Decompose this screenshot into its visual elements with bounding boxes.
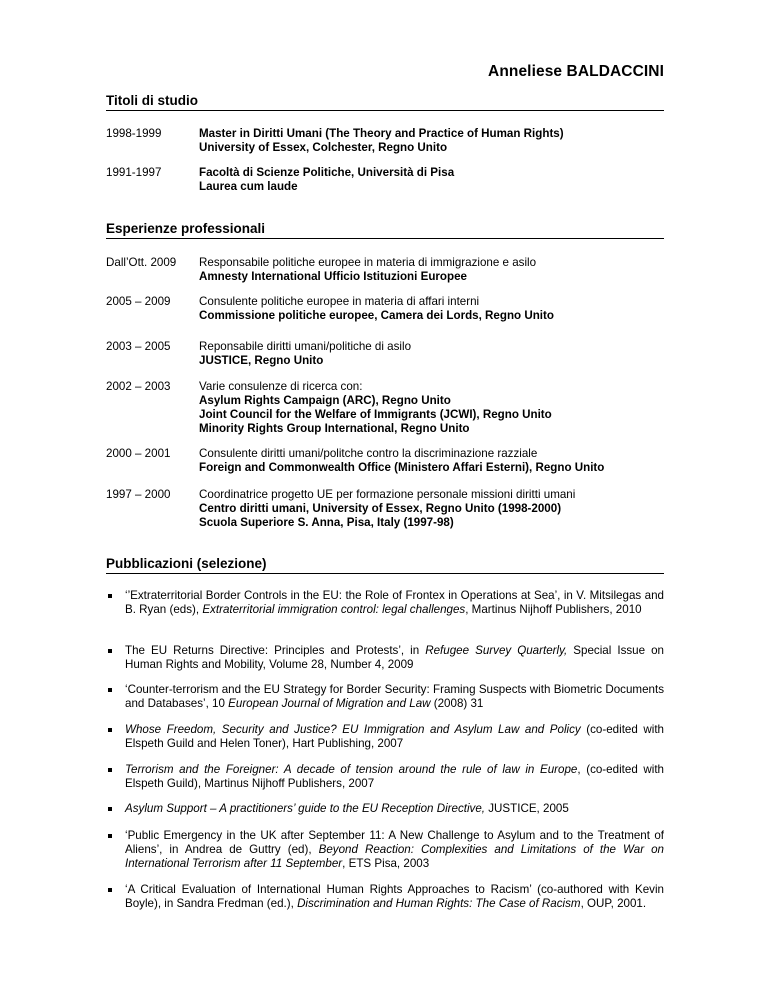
- pub-title: Beyond Reaction: Complexities and Limitations of the War on International Terrorism after 11 September: [125, 843, 664, 870]
- pub-text: , (co-edited with Elspeth Guild), Martinus Nijhoff Publishers, 2007: [125, 763, 664, 790]
- entry-date: Dall’Ott. 2009: [106, 256, 177, 269]
- entry-line: University of Essex, Colchester, Regno Unito: [199, 141, 448, 154]
- pub-text: ‘’Extraterritorial Border Controls in the EU: the Role of Frontex in Operations at Sea’, in V. Mitsilegas and B. Ryan (eds),: [125, 589, 664, 616]
- pub-title: Extraterritorial immigration control: legal challenges: [202, 603, 466, 616]
- entry-org: Minority Rights Group International, Regno Unito: [199, 422, 470, 435]
- bullet-icon: [108, 768, 112, 772]
- pub-text: JUSTICE, 2005: [485, 802, 569, 815]
- pub-text: , ETS Pisa, 2003: [342, 857, 430, 870]
- entry-date: 1997 – 2000: [106, 488, 171, 501]
- entry-role: Consulente politiche europee in materia di affari interni: [199, 295, 480, 308]
- section-title-experience: Esperienze professionali: [106, 221, 664, 239]
- pub-text: , Martinus Nijhoff Publishers, 2010: [465, 603, 642, 616]
- entry-org: Asylum Rights Campaign (ARC), Regno Unito: [199, 394, 451, 407]
- entry-org: JUSTICE, Regno Unito: [199, 354, 324, 367]
- entry-line: Facoltà di Scienze Politiche, Università di Pisa: [199, 166, 455, 179]
- pub-title: Whose Freedom, Security and Justice? EU Immigration and Asylum Law and Policy: [125, 723, 581, 736]
- entry-line: Laurea cum laude: [199, 180, 298, 193]
- bullet-icon: [108, 807, 112, 811]
- pub-text: ‘Counter-terrorism and the EU Strategy for Border Security: Framing Suspects with Biometric Documents and Databases’, 10: [125, 683, 664, 710]
- pub-text: The EU Returns Directive: Principles and Protests’, in: [125, 644, 426, 657]
- pub-title: Discrimination and Human Rights: The Case of Racism: [297, 897, 581, 910]
- entry-role: Varie consulenze di ricerca con:: [199, 380, 363, 393]
- pub-title: Refugee Survey Quarterly,: [425, 644, 568, 657]
- bullet-icon: [108, 888, 112, 892]
- section-title-publications: Pubblicazioni (selezione): [106, 556, 664, 574]
- entry-org: Commissione politiche europee, Camera dei Lords, Regno Unito: [199, 309, 554, 322]
- entry-role: Coordinatrice progetto UE per formazione personale missioni diritti umani: [199, 488, 576, 501]
- pub-title: European Journal of Migration and Law: [228, 697, 431, 710]
- person-name: Anneliese BALDACCINI: [488, 63, 664, 80]
- entry-org: Joint Council for the Welfare of Immigrants (JCWI), Regno Unito: [199, 408, 552, 421]
- entry-line: Master in Diritti Umani (The Theory and Practice of Human Rights): [199, 127, 564, 140]
- pub-text: ‘A Critical Evaluation of International Human Rights Approaches to Racism’ (co-authored with Kevin Boyle), in Sandra Fredman (ed.),: [125, 883, 664, 910]
- bullet-icon: [108, 649, 112, 653]
- pub-text: ‘Public Emergency in the UK after September 11: A New Challenge to Asylum and to the Treatment of Aliens’, in Andrea de Guttry (ed),: [125, 829, 664, 856]
- entry-role: Responsabile politiche europee in materia di immigrazione e asilo: [199, 256, 537, 269]
- entry-date: 2003 – 2005: [106, 340, 171, 353]
- entry-role: Reponsabile diritti umani/politiche di asilo: [199, 340, 412, 353]
- entry-org: Centro diritti umani, University of Essex, Regno Unito (1998-2000): [199, 502, 562, 515]
- entry-org: Amnesty International Ufficio Istituzioni Europee: [199, 270, 467, 283]
- entry-role: Consulente diritti umani/politche contro la discriminazione razziale: [199, 447, 538, 460]
- pub-title: Asylum Support – A practitioners’ guide to the EU Reception Directive,: [125, 802, 486, 815]
- entry-date: 1998-1999: [106, 127, 162, 140]
- bullet-icon: [108, 688, 112, 692]
- entry-org: Foreign and Commonwealth Office (Ministero Affari Esterni), Regno Unito: [199, 461, 605, 474]
- section-title-education: Titoli di studio: [106, 93, 664, 111]
- entry-date: 1991-1997: [106, 166, 162, 179]
- pub-title: Terrorism and the Foreigner: A decade of tension around the rule of law in Europe: [125, 763, 578, 776]
- pub-text: , OUP, 2001.: [580, 897, 647, 910]
- entry-date: 2000 – 2001: [106, 447, 171, 460]
- bullet-icon: [108, 728, 112, 732]
- entry-date: 2005 – 2009: [106, 295, 171, 308]
- pub-text: (co-edited with Elspeth Guild and Helen Toner), Hart Publishing, 2007: [125, 723, 664, 750]
- pub-text: Special Issue on Human Rights and Mobility, Volume 28, Number 4, 2009: [125, 644, 665, 671]
- entry-org: Scuola Superiore S. Anna, Pisa, Italy (1997-98): [199, 516, 454, 529]
- bullet-icon: [108, 834, 112, 838]
- bullet-icon: [108, 594, 112, 598]
- entry-date: 2002 – 2003: [106, 380, 171, 393]
- pub-text: (2008) 31: [430, 697, 484, 710]
